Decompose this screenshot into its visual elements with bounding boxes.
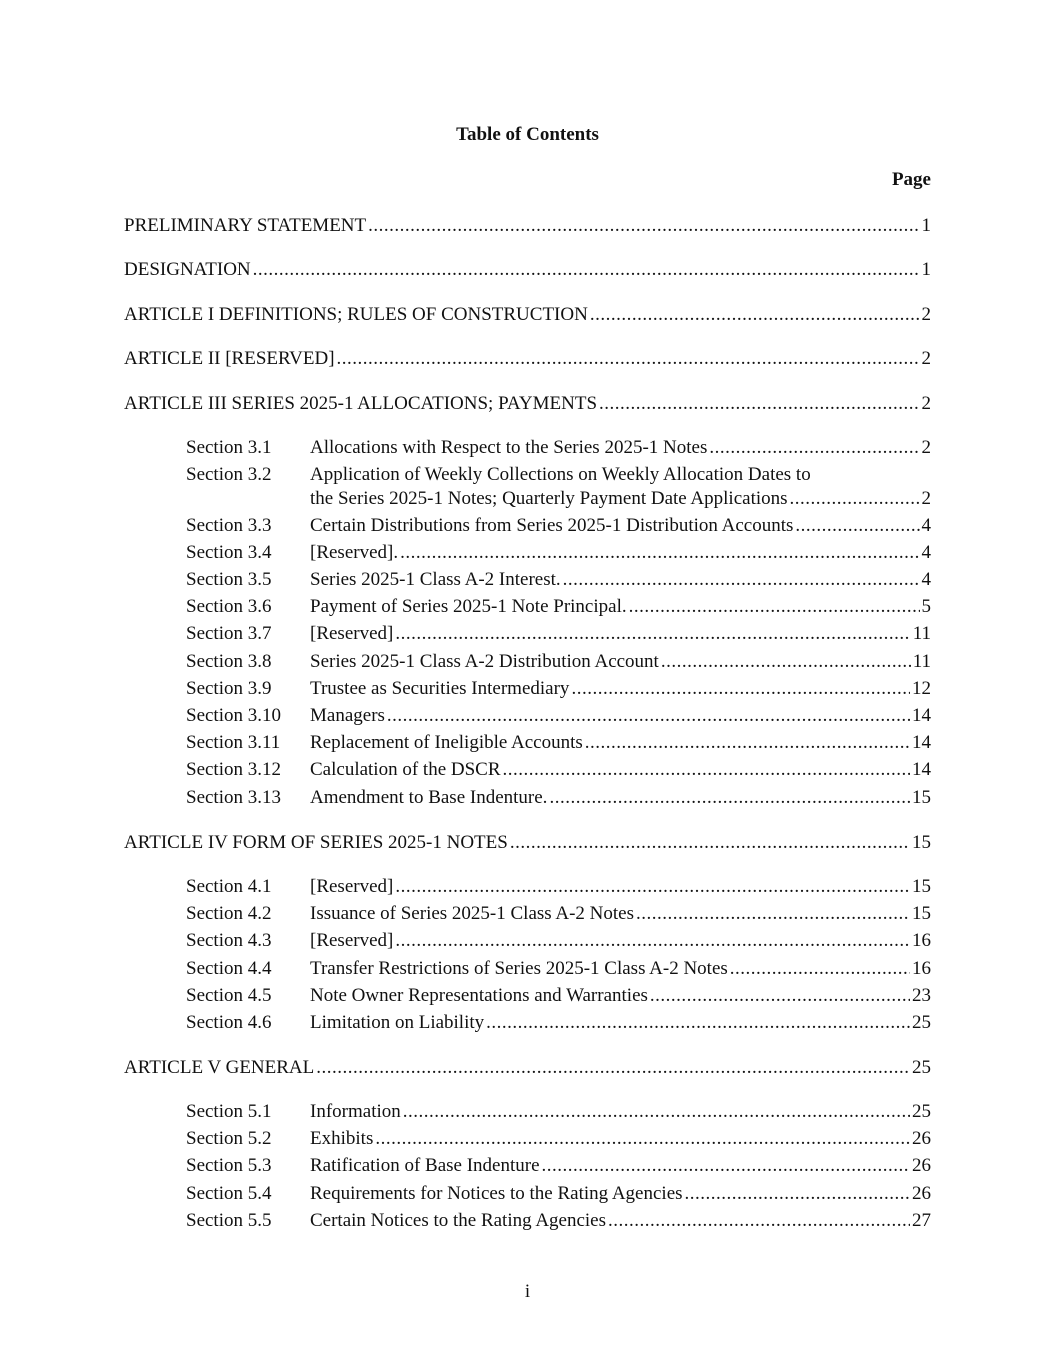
toc-entry-page: 11 xyxy=(912,651,931,672)
dot-leader xyxy=(563,568,920,592)
toc-entry-section-5-4[interactable] xyxy=(186,1182,931,1206)
toc-entry-text: Information xyxy=(310,1101,401,1122)
section-number: Section 3.1 xyxy=(186,437,272,458)
dot-leader xyxy=(661,650,911,674)
dot-leader xyxy=(253,258,920,282)
section-number: Section 4.5 xyxy=(186,985,272,1006)
toc-entry-page: 15 xyxy=(912,903,931,924)
toc-entry-page: 25 xyxy=(912,1012,931,1033)
toc-entry-text: Exhibits xyxy=(310,1128,374,1149)
toc-entry-page: 26 xyxy=(912,1183,931,1204)
section-number: Section 3.5 xyxy=(186,569,272,590)
toc-entry-text: Replacement of Ineligible Accounts xyxy=(310,732,583,753)
toc-entry-page: 15 xyxy=(912,787,931,808)
toc-entry-page: 14 xyxy=(912,705,931,726)
section-number: Section 4.4 xyxy=(186,958,272,979)
toc-entry-page: 14 xyxy=(912,732,931,753)
toc-entry-article-3[interactable] xyxy=(124,392,931,416)
dot-leader xyxy=(510,831,910,855)
dot-leader xyxy=(790,487,920,511)
section-number: Section 5.2 xyxy=(186,1128,272,1149)
dot-leader xyxy=(542,1154,910,1178)
section-number: Section 3.11 xyxy=(186,732,281,753)
dot-leader xyxy=(608,1209,910,1233)
toc-entry-text: Requirements for Notices to the Rating Agencies xyxy=(310,1183,683,1204)
toc-entry-section-4-2[interactable] xyxy=(186,902,931,926)
dot-leader xyxy=(571,677,910,701)
toc-entry-text: [Reserved] xyxy=(310,930,394,951)
section-number: Section 4.3 xyxy=(186,930,272,951)
dot-leader xyxy=(395,875,910,899)
section-number: Section 5.1 xyxy=(186,1101,272,1122)
toc-entry-text: Transfer Restrictions of Series 2025-1 Class A-2 Notes xyxy=(310,958,728,979)
toc-entry-article-4[interactable] xyxy=(124,831,931,855)
toc-entry-section-5-5[interactable] xyxy=(186,1209,931,1233)
toc-entry-text: ARTICLE IV FORM OF SERIES 2025-1 NOTES xyxy=(124,832,508,853)
toc-entry-text-line1: Application of Weekly Collections on Weekly Allocation Dates to xyxy=(310,464,811,485)
section-number: Section 5.4 xyxy=(186,1183,272,1204)
dot-leader xyxy=(395,929,910,953)
dot-leader xyxy=(650,984,910,1008)
toc-entry-page: 4 xyxy=(921,542,931,563)
dot-leader xyxy=(387,704,910,728)
dot-leader xyxy=(685,1182,910,1206)
section-number: Section 5.3 xyxy=(186,1155,272,1176)
toc-entry-text: Series 2025-1 Class A-2 Interest. xyxy=(310,569,561,590)
toc-entry-page: 14 xyxy=(912,759,931,780)
toc-entry-page: 2 xyxy=(921,393,931,414)
section-number: Section 3.8 xyxy=(186,651,272,672)
toc-entry-section-3-4[interactable] xyxy=(186,541,931,565)
toc-entry-section-3-2-first-line[interactable] xyxy=(186,463,931,487)
toc-entry-section-3-11[interactable] xyxy=(186,731,931,755)
toc-entry-section-3-6[interactable] xyxy=(186,595,931,619)
section-number: Section 4.6 xyxy=(186,1012,272,1033)
toc-entry-section-4-5[interactable] xyxy=(186,984,931,1008)
toc-entry-section-3-1[interactable] xyxy=(186,436,931,460)
dot-leader xyxy=(403,1100,910,1124)
dot-leader xyxy=(629,595,920,619)
toc-entry-text: Trustee as Securities Intermediary xyxy=(310,678,570,699)
toc-entry-text: ARTICLE I DEFINITIONS; RULES OF CONSTRUCTION xyxy=(124,304,588,325)
toc-entry-text: Note Owner Representations and Warranties xyxy=(310,985,648,1006)
toc-entry-section-3-8[interactable] xyxy=(186,650,931,674)
section-number: Section 3.12 xyxy=(186,759,281,780)
toc-entry-page: 12 xyxy=(912,678,931,699)
toc-entry-page: 1 xyxy=(921,259,931,280)
toc-entry-article-5[interactable] xyxy=(124,1056,931,1080)
toc-entry-section-4-4[interactable] xyxy=(186,957,931,981)
toc-entry-text: [Reserved] xyxy=(310,623,394,644)
toc-entry-page: 15 xyxy=(912,876,931,897)
toc-entry-text: DESIGNATION xyxy=(124,259,251,280)
section-number: Section 5.5 xyxy=(186,1210,272,1231)
dot-leader xyxy=(486,1011,910,1035)
section-number: Section 3.2 xyxy=(186,464,272,485)
section-number: Section 3.4 xyxy=(186,542,272,563)
toc-entry-text: ARTICLE II [RESERVED] xyxy=(124,348,335,369)
toc-entry-page: 2 xyxy=(921,304,931,325)
section-number: Section 3.9 xyxy=(186,678,272,699)
toc-entry-section-4-6[interactable] xyxy=(186,1011,931,1035)
toc-entry-text: PRELIMINARY STATEMENT xyxy=(124,215,367,236)
dot-leader xyxy=(337,347,920,371)
toc-entry-text: Certain Distributions from Series 2025-1 Distribution Accounts xyxy=(310,515,794,536)
toc-entry-text: Issuance of Series 2025-1 Class A-2 Notes xyxy=(310,903,635,924)
dot-leader xyxy=(795,514,919,538)
toc-entry-text: Amendment to Base Indenture. xyxy=(310,787,548,808)
toc-entry-page: 26 xyxy=(912,1128,931,1149)
toc-entry-text: Calculation of the DSCR xyxy=(310,759,501,780)
toc-entry-text: Certain Notices to the Rating Agencies xyxy=(310,1210,607,1231)
page-column-header: Page xyxy=(891,169,931,190)
dot-leader xyxy=(709,436,919,460)
toc-entry-text: Allocations with Respect to the Series 2025-1 Notes xyxy=(310,437,708,458)
section-number: Section 3.10 xyxy=(186,705,281,726)
toc-entry-section-3-5[interactable] xyxy=(186,568,931,592)
dot-leader xyxy=(368,214,919,238)
toc-entry-section-4-3[interactable] xyxy=(186,929,931,953)
dot-leader xyxy=(549,786,910,810)
dot-leader xyxy=(599,392,919,416)
toc-title: Table of Contents xyxy=(456,124,599,145)
toc-entry-page: 25 xyxy=(912,1101,931,1122)
toc-entry-text: Payment of Series 2025-1 Note Principal. xyxy=(310,596,627,617)
toc-entry-section-5-3[interactable] xyxy=(186,1154,931,1178)
toc-entry-section-3-3[interactable] xyxy=(186,514,931,538)
section-number: Section 3.7 xyxy=(186,623,272,644)
dot-leader xyxy=(375,1127,910,1151)
toc-entry-section-3-12[interactable] xyxy=(186,758,931,782)
toc-entry-page: 15 xyxy=(912,832,931,853)
toc-entry-text: Limitation on Liability xyxy=(310,1012,485,1033)
toc-entry-article-2[interactable] xyxy=(124,347,931,371)
dot-leader xyxy=(400,541,919,565)
toc-entry-page: 4 xyxy=(921,515,931,536)
dot-leader xyxy=(585,731,910,755)
toc-entry-page: 2 xyxy=(921,437,931,458)
toc-entry-page: 4 xyxy=(921,569,931,590)
toc-entry-text: [Reserved] xyxy=(310,876,394,897)
section-number: Section 3.13 xyxy=(186,787,281,808)
dot-leader xyxy=(503,758,910,782)
toc-entry-section-3-7[interactable] xyxy=(186,622,931,646)
toc-entry-section-3-2[interactable] xyxy=(186,487,931,511)
toc-entry-text: Managers xyxy=(310,705,385,726)
toc-entry-page: 1 xyxy=(921,215,931,236)
toc-entry-section-5-2[interactable] xyxy=(186,1127,931,1151)
toc-entry-page: 16 xyxy=(912,958,931,979)
toc-entry-text: ARTICLE III SERIES 2025-1 ALLOCATIONS; PAYMENTS xyxy=(124,393,598,414)
toc-entry-page: 23 xyxy=(912,985,931,1006)
dot-leader xyxy=(636,902,910,926)
toc-entry-page: 2 xyxy=(921,348,931,369)
toc-entry-page: 25 xyxy=(912,1057,931,1078)
toc-entry-page: 26 xyxy=(912,1155,931,1176)
dot-leader xyxy=(730,957,910,981)
section-number: Section 3.6 xyxy=(186,596,272,617)
toc-entry-text: [Reserved]. xyxy=(310,542,399,563)
toc-entry-designation[interactable] xyxy=(124,258,931,282)
dot-leader xyxy=(395,622,910,646)
section-number: Section 4.2 xyxy=(186,903,272,924)
section-number: Section 4.1 xyxy=(186,876,272,897)
toc-entry-section-3-10[interactable] xyxy=(186,704,931,728)
toc-entry-section-5-1[interactable] xyxy=(186,1100,931,1124)
toc-entry-page: 27 xyxy=(912,1210,931,1231)
dot-leader xyxy=(316,1056,910,1080)
toc-entry-article-1[interactable] xyxy=(124,303,931,327)
toc-entry-preliminary-statement[interactable] xyxy=(124,214,931,238)
page-number-footer: i xyxy=(524,1281,531,1302)
toc-entry-page: 5 xyxy=(921,596,931,617)
toc-entry-section-3-13[interactable] xyxy=(186,786,931,810)
toc-entry-text: ARTICLE V GENERAL xyxy=(124,1057,315,1078)
toc-entry-text: Series 2025-1 Class A-2 Distribution Account xyxy=(310,651,659,672)
toc-entry-text: the Series 2025-1 Notes; Quarterly Payment Date Applications xyxy=(310,488,788,509)
toc-entry-page: 11 xyxy=(912,623,931,644)
toc-entry-page: 2 xyxy=(921,488,931,509)
section-number: Section 3.3 xyxy=(186,515,272,536)
toc-entry-page: 16 xyxy=(912,930,931,951)
toc-entry-section-3-9[interactable] xyxy=(186,677,931,701)
toc-entry-text: Ratification of Base Indenture xyxy=(310,1155,540,1176)
dot-leader xyxy=(590,303,920,327)
toc-entry-section-4-1[interactable] xyxy=(186,875,931,899)
